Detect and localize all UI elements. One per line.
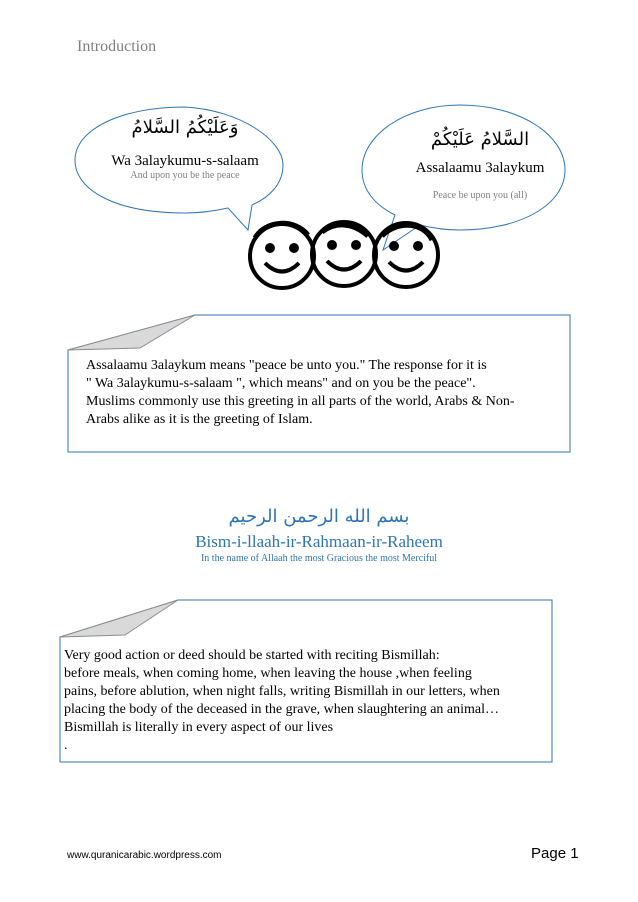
note-line: . [64, 738, 68, 753]
page-header-title: Introduction [77, 38, 157, 55]
note-line: " Wa 3alaykumu-s-salaam ", which means" and on you be the peace". [86, 376, 476, 391]
smiley-face-icon [250, 223, 314, 288]
smiley-face-icon [374, 223, 438, 287]
note-line: Bismillah is literally in every aspect of our lives [64, 720, 334, 735]
note-line: Muslims commonly use this greeting in all parts of the world, Arabs & Non- [86, 394, 515, 409]
basmala-meaning: In the name of Allaah the most Gracious the most Merciful [200, 553, 438, 564]
illustration [0, 0, 638, 300]
note-line: placing the body of the deceased in the grave, when slaughtering an animal… [64, 702, 500, 717]
footer-url: www.quranicarabic.wordpress.com [67, 850, 222, 861]
bubble-left-arabic: وَعَلَيْكُمُ السَّلامُ [131, 117, 239, 138]
bubble-right-arabic: السَّلامُ عَلَيْكُمْ [430, 129, 530, 150]
note-card-1-fold [68, 315, 195, 350]
note-card-2-fold [60, 600, 178, 637]
bubble-left-transliteration: Wa 3alaykumu-s-salaam [111, 153, 259, 169]
note-line: Very good action or deed should be started with reciting Bismillah: [64, 648, 440, 663]
bubble-right-transliteration: Assalaamu 3alaykum [415, 160, 545, 176]
bubble-right-meaning: Peace be upon you (all) [432, 190, 528, 201]
basmala-arabic: بسم الله الرحمن الرحيم [228, 506, 410, 527]
note-card-1-text [86, 357, 562, 429]
note-line: before meals, when coming home, when leaving the house ,when feeling [64, 666, 472, 681]
bubble-left-meaning: And upon you be the peace [130, 170, 240, 181]
note-line: Assalaamu 3alaykum means "peace be unto you." The response for it is [86, 358, 487, 373]
smiley-face-icon [312, 222, 376, 286]
footer-page-number: Page 1 [531, 845, 579, 862]
note-line: Arabs alike as it is the greeting of Islam. [86, 412, 313, 427]
note-card-2-text [64, 647, 550, 755]
basmala-transliteration: Bism-i-llaah-ir-Rahmaan-ir-Raheem [195, 532, 443, 551]
note-line: pains, before ablution, when night falls, writing Bismillah in our letters, when [64, 684, 500, 699]
